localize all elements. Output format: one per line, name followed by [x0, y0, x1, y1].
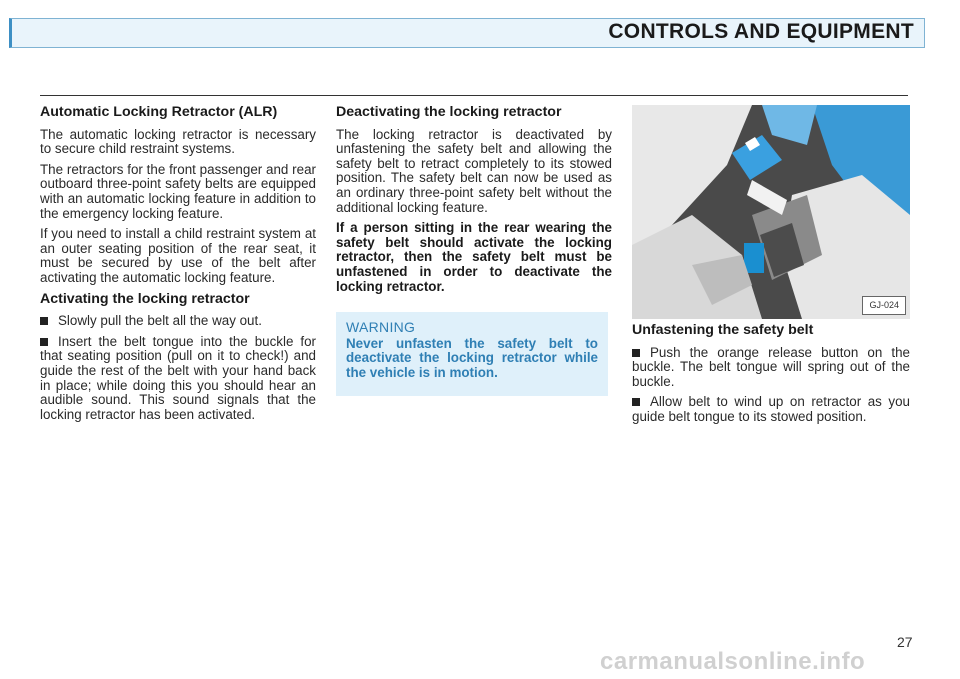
warning-title: WARNING	[346, 319, 416, 336]
column-alr	[40, 105, 316, 428]
bullet-square-icon	[40, 338, 48, 346]
column-deactivating	[336, 105, 612, 396]
step-text: Slowly pull the belt all the way out.	[58, 313, 262, 329]
alr-paragraph-3: If you need to install a child restraint system at an outer seating position of the rear seat, it must be secured by use of the belt after activating the automatic locking feature.	[40, 226, 316, 285]
divider-rule	[40, 95, 908, 96]
step-text: Allow belt to wind up on retractor as you guide belt tongue to its stowed position.	[632, 394, 910, 424]
deactivating-paragraph: The locking retractor is deactivated by unfastening the safety belt and allowing the safety belt to retract completely to its stowed position. The safety belt can now be used as an ordinary three-point safety belt without the additional locking feature.	[336, 126, 612, 215]
step-text: Push the orange release button on the buckle. The belt tongue will spring out of the buckle.	[632, 344, 910, 389]
alr-heading: Automatic Locking Retractor (ALR)	[40, 104, 278, 120]
rear-occupant-note: If a person sitting in the rear wearing the safety belt should activate the locking retractor, then the safety belt must be unfastened in order to deactivate the locking retractor.	[336, 220, 612, 294]
deactivating-heading: Deactivating the locking retractor	[336, 104, 562, 120]
warning-text: Never unfasten the safety belt to deactivate the locking retractor while the vehicle is in motion.	[346, 335, 598, 380]
activating-heading: Activating the locking retractor	[40, 290, 250, 307]
step-text: Insert the belt tongue into the buckle for that seating position (pull on it to check!) and guide the rest of the belt with your hand back in place; while doing this you should hear an audible sound. This sound signals that the locking retractor has been activated.	[40, 333, 316, 422]
bullet-square-icon	[632, 398, 640, 406]
belt-buckle-illustration	[632, 105, 910, 319]
figure-label: GJ-024	[862, 296, 906, 315]
bullet-square-icon	[40, 317, 48, 325]
activating-step-1	[40, 314, 316, 329]
section-title: CONTROLS AND EQUIPMENT	[608, 20, 914, 43]
column-unfastening	[632, 105, 910, 431]
alr-paragraph-1: The automatic locking retractor is necessary to secure child restraint systems.	[40, 126, 316, 157]
unfastening-step-2	[632, 395, 910, 424]
bullet-square-icon	[632, 349, 640, 357]
belt-buckle-photo	[632, 105, 910, 319]
alr-paragraph-2: The retractors for the front passenger and rear outboard three-point safety belts are equipped with an automatic locking feature in addition to the emergency locking feature.	[40, 161, 316, 221]
warning-box	[336, 312, 608, 396]
unfastening-step-1	[632, 346, 910, 390]
figure-caption: Unfastening the safety belt	[632, 322, 814, 338]
page-number: 27	[897, 634, 913, 650]
activating-step-2	[40, 335, 316, 423]
watermark: carmanualsonline.info	[600, 648, 866, 675]
